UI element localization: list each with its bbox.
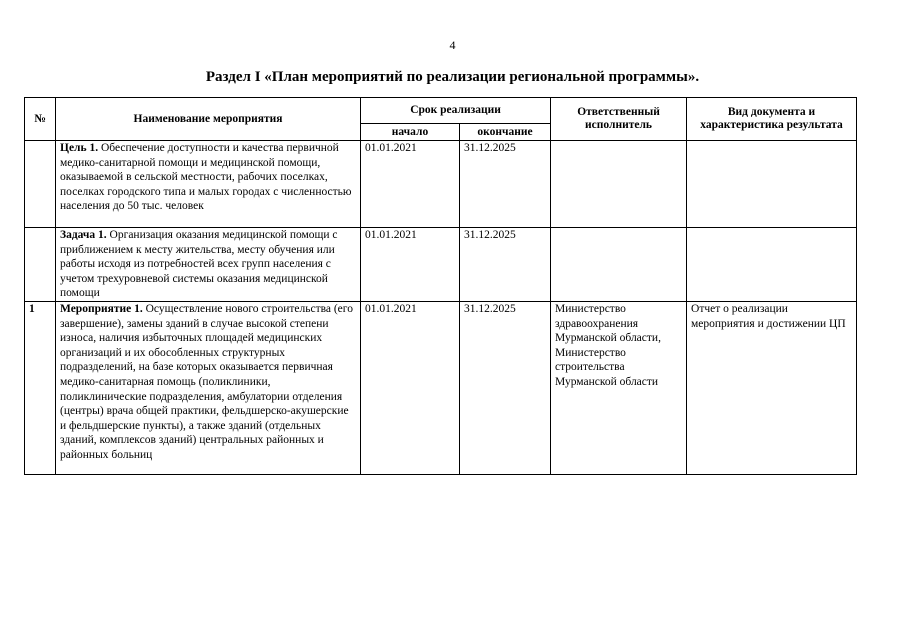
header-name: Наименование мероприятия [56,98,361,141]
row-start: 01.01.2021 [361,301,460,474]
row-label: Цель 1. [60,142,99,154]
row-name [56,141,361,228]
row-start: 01.01.2021 [361,141,460,228]
row-num: 1 [25,301,56,474]
row-num [25,228,56,302]
row-document [687,228,857,302]
table-row [25,141,857,228]
row-end: 31.12.2025 [460,228,551,302]
row-end: 31.12.2025 [460,301,551,474]
row-end: 31.12.2025 [460,141,551,228]
row-executor [551,141,687,228]
row-executor [551,228,687,302]
row-executor: Министерство здравоохранения Мурманской области, Министерство строительства Мурманской области [551,301,687,474]
row-text: Организация оказания медицинской помощи с приближением к месту жительства, месту обучения или работы исходя из потребностей всех групп населения с учетом трехуровневой системы оказания медицинской помощи [60,229,338,300]
row-label: Задача 1. [60,229,107,241]
row-start: 01.01.2021 [361,228,460,302]
header-executor: Ответственный исполнитель [551,98,687,141]
row-name [56,228,361,302]
row-document [687,141,857,228]
header-period: Срок реализации [361,98,551,124]
table-row [25,301,857,474]
header-end: окончание [460,124,551,141]
row-label: Мероприятие 1. [60,302,143,315]
section-title: Раздел I «План мероприятий по реализации региональной программы». [205,69,700,85]
header-document: Вид документа и характеристика результата [687,98,857,141]
header-num: № [25,98,56,141]
table-row [25,228,857,302]
row-text: Обеспечение доступности и качества первичной медико-санитарной помощи и медицинской помощи, оказываемой в сельской местности, рабочих поселках, поселках городского типа и малых городах с численностью населения до 50 тыс. человек [60,142,352,213]
row-num [25,141,56,228]
row-name [56,301,361,474]
page-number: 4 [449,38,456,52]
header-start: начало [361,124,460,141]
plan-table [24,97,857,475]
row-text: Осуществление нового строительства (его завершение), замены зданий в случае высокой степени износа, наличия избыточных площадей медицинских организаций и их обособленных структурных подразделений, на базе которых оказывается первичная медико-санитарная помощь (поликлиники, поликлинические подразделения, амбулатории отделения (центры) врача общей практики, фельдшерско-акушерские и фельдшерские пункты), а также зданий (отдельных зданий, комплексов зданий) центральных районных и районных больниц [60,302,353,461]
row-document: Отчет о реализации мероприятия и достижении ЦП [687,301,857,474]
